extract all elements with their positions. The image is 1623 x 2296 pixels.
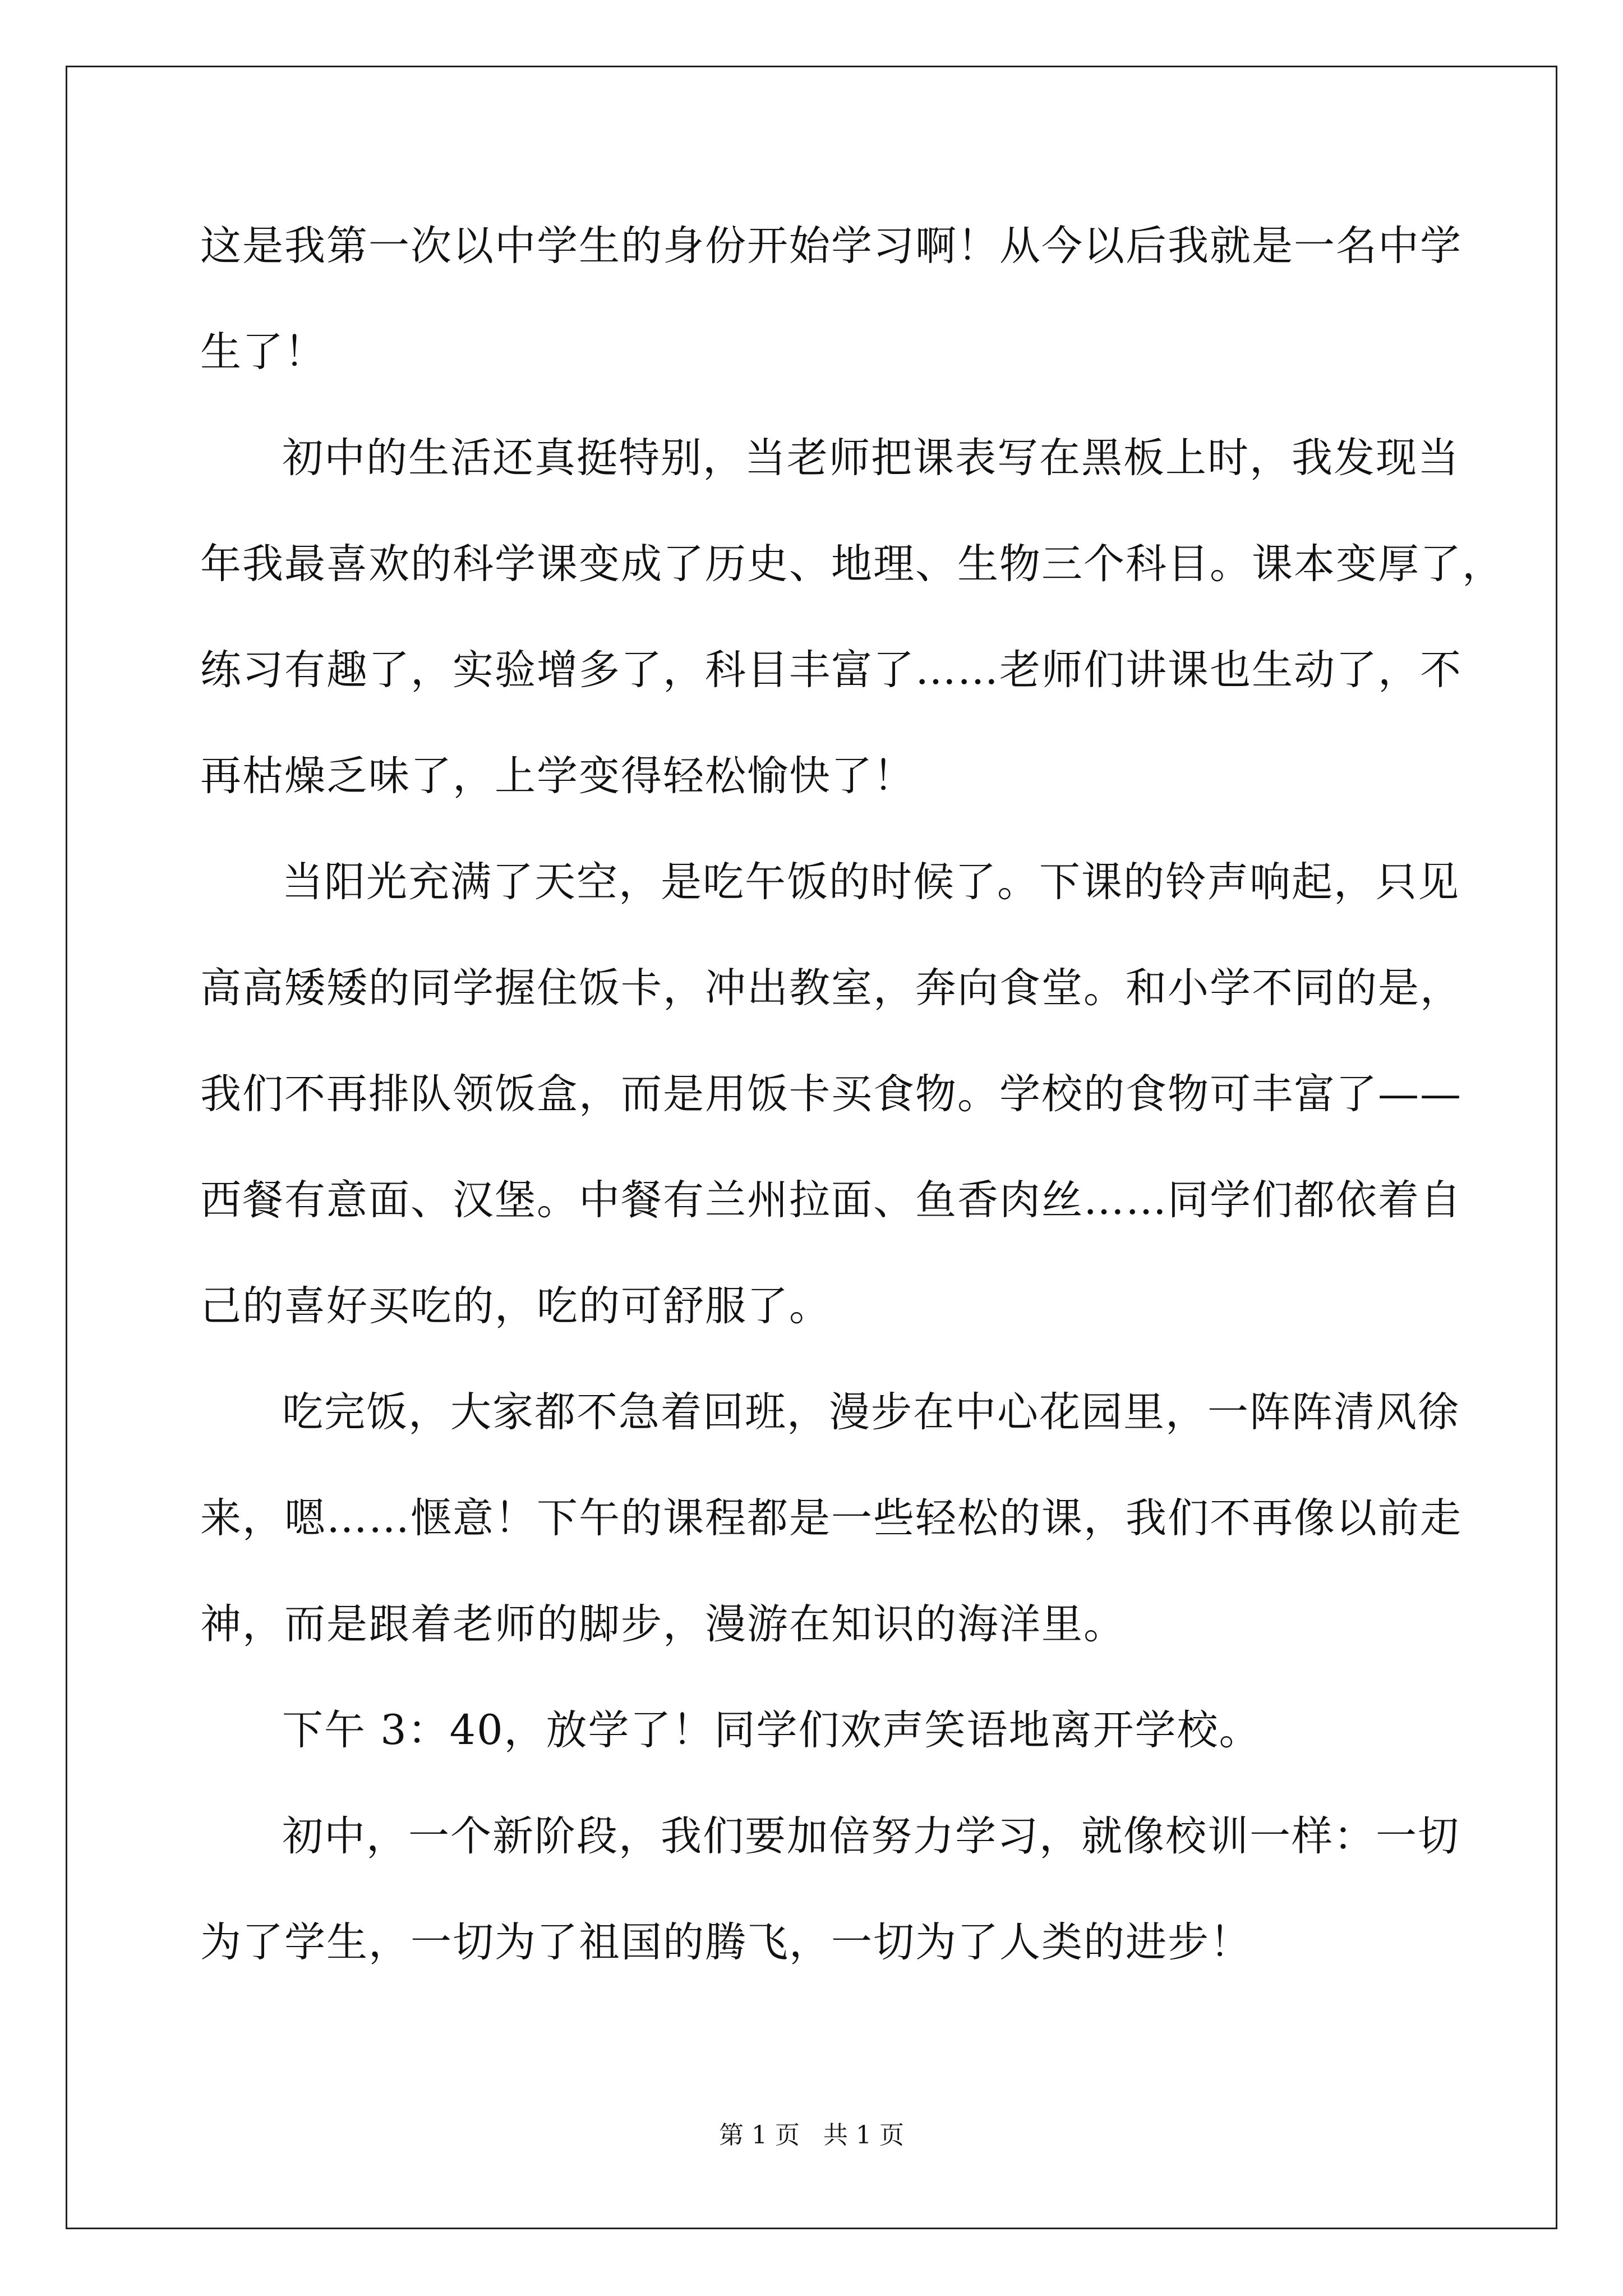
- text-line: 生了！: [200, 328, 326, 376]
- text-line: 当阳光充满了天空，是吃午饭的时候了。下课的铃声响起，只见: [282, 858, 1460, 906]
- text-line: 我们不再排队领饭盒，而是用饭卡买食物。学校的食物可丰富了——: [200, 1070, 1462, 1118]
- page-number-footer: 第 1 页 共 1 页: [719, 2121, 904, 2150]
- text-line: 己的喜好买吃的，吃的可舒服了。: [200, 1282, 831, 1330]
- text-line: 初中的生活还真挺特别，当老师把课表写在黑板上时，我发现当: [282, 434, 1460, 482]
- text-line: 下午 3：40，放学了！同学们欢声笑语地离开学校。: [282, 1706, 1261, 1754]
- text-line: 初中，一个新阶段，我们要加倍努力学习，就像校训一样：一切: [282, 1812, 1460, 1860]
- text-line: 西餐有意面、汉堡。中餐有兰州拉面、鱼香肉丝……同学们都依着自: [200, 1176, 1462, 1224]
- text-line: 年我最喜欢的科学课变成了历史、地理、生物三个科目。课本变厚了，: [200, 540, 1504, 588]
- text-line: 为了学生，一切为了祖国的腾飞，一切为了人类的进步！: [200, 1918, 1252, 1966]
- text-line: 再枯燥乏味了，上学变得轻松愉快了！: [200, 752, 915, 800]
- text-line: 这是我第一次以中学生的身份开始学习啊！从今以后我就是一名中学: [200, 222, 1462, 270]
- text-line: 高高矮矮的同学握住饭卡，冲出教室，奔向食堂。和小学不同的是，: [200, 964, 1462, 1012]
- document-body: [200, 220, 1504, 2022]
- text-line: 来，嗯……惬意！下午的课程都是一些轻松的课，我们不再像以前走: [200, 1494, 1462, 1542]
- text-line: 神，而是跟着老师的脚步，漫游在知识的海洋里。: [200, 1600, 1126, 1648]
- text-line: 练习有趣了，实验增多了，科目丰富了……老师们讲课也生动了，不: [200, 646, 1462, 694]
- text-line: 吃完饭，大家都不急着回班，漫步在中心花园里，一阵阵清风徐: [282, 1388, 1460, 1436]
